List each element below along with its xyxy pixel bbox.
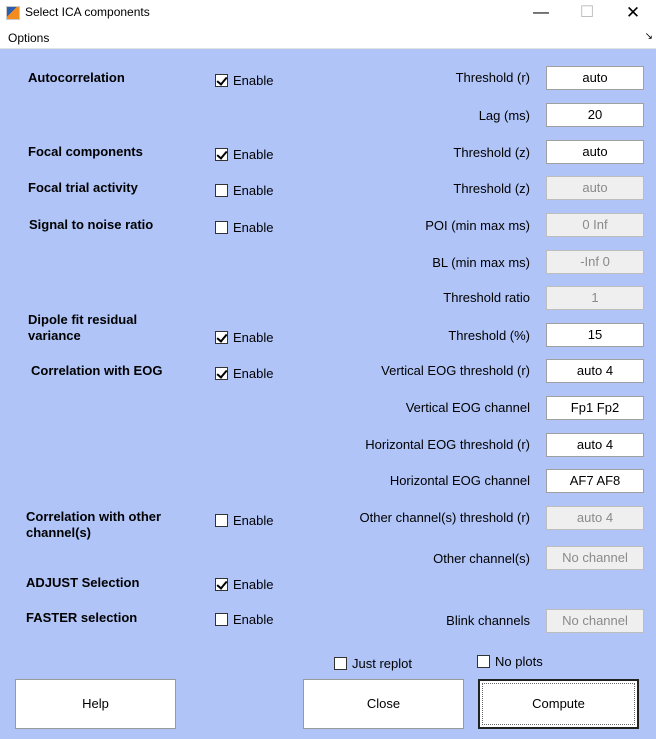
other-channels-field-label: Other channel(s) (433, 551, 530, 566)
menu-options[interactable]: Options (8, 31, 50, 45)
compute-button[interactable]: Compute (478, 679, 639, 729)
checkbox-box (215, 613, 228, 626)
focal-components-label: Focal components (28, 144, 143, 159)
snr-ratio-input[interactable]: 1 (546, 286, 644, 310)
checkbox-label: Enable (233, 577, 274, 592)
checkbox-label: Enable (233, 612, 274, 627)
autocorrelation-lag-input[interactable]: 20 (546, 103, 644, 127)
snr-poi-input[interactable]: 0 Inf (546, 213, 644, 237)
checkbox-box (215, 578, 228, 591)
heog-threshold-label: Horizontal EOG threshold (r) (365, 437, 530, 452)
veog-channel-label: Vertical EOG channel (405, 400, 530, 415)
checkbox-label: Enable (233, 73, 274, 88)
focal-trial-activity-label: Focal trial activity (28, 180, 138, 195)
checkbox-label: Enable (233, 183, 274, 198)
snr-label: Signal to noise ratio (29, 217, 154, 232)
just-replot-checkbox[interactable] (334, 656, 412, 672)
dipole-label: Dipole fit residual variance (28, 312, 138, 343)
adjust-label: ADJUST Selection (26, 575, 140, 590)
snr-bl-input[interactable]: -Inf 0 (546, 250, 644, 274)
checkbox-label: Enable (233, 330, 274, 345)
focal-trial-activity-enable-checkbox[interactable] (215, 183, 273, 199)
menu-bar (0, 27, 656, 49)
other-threshold-label: Other channel(s) threshold (r) (359, 510, 530, 525)
adjust-enable-checkbox[interactable] (215, 577, 273, 593)
heog-channel-label: Horizontal EOG channel (389, 473, 530, 488)
checkbox-box (215, 74, 228, 87)
checkbox-label: Enable (233, 366, 274, 381)
autocorrelation-lag-label: Lag (ms) (478, 108, 530, 123)
checkbox-box (477, 655, 490, 668)
snr-bl-label: BL (min max ms) (432, 255, 530, 270)
eog-label: Correlation with EOG (31, 363, 163, 378)
help-button[interactable]: Help (15, 679, 176, 729)
close-button[interactable]: Close (303, 679, 464, 729)
checkbox-label: Enable (233, 147, 274, 162)
focal-trial-threshold-input[interactable]: auto (546, 176, 644, 200)
focal-threshold-input[interactable]: auto (546, 140, 644, 164)
checkbox-box (215, 221, 228, 234)
focal-threshold-label: Threshold (z) (453, 145, 530, 160)
other-channels-enable-checkbox[interactable] (215, 513, 273, 529)
checkbox-box (215, 184, 228, 197)
checkbox-box (334, 657, 347, 670)
other-channels-label: Correlation with other channel(s) (26, 509, 162, 540)
checkbox-label: No plots (495, 654, 543, 669)
window-title: Select ICA components (25, 5, 150, 19)
checkbox-label: Just replot (352, 656, 412, 671)
no-plots-checkbox[interactable] (477, 654, 543, 670)
veog-threshold-input[interactable]: auto 4 (546, 359, 644, 383)
other-channels-input[interactable]: No channel (546, 546, 644, 570)
veog-threshold-label: Vertical EOG threshold (r) (381, 363, 530, 378)
checkbox-box (215, 514, 228, 527)
autocorrelation-enable-checkbox[interactable] (215, 73, 273, 89)
snr-ratio-label: Threshold ratio (443, 290, 530, 305)
snr-enable-checkbox[interactable] (215, 220, 273, 236)
dipole-threshold-label: Threshold (%) (448, 328, 530, 343)
close-window-button[interactable]: ✕ (625, 3, 641, 22)
heog-threshold-input[interactable]: auto 4 (546, 433, 644, 457)
focal-components-enable-checkbox[interactable] (215, 147, 273, 163)
checkbox-box (215, 367, 228, 380)
autocorrelation-threshold-input[interactable]: auto (546, 66, 644, 90)
checkbox-label: Enable (233, 513, 274, 528)
faster-label: FASTER selection (26, 610, 138, 625)
eog-enable-checkbox[interactable] (215, 366, 273, 382)
autocorrelation-threshold-label: Threshold (r) (455, 70, 530, 85)
blink-channels-input[interactable]: No channel (546, 609, 644, 633)
veog-channel-input[interactable]: Fp1 Fp2 (546, 396, 644, 420)
maximize-button[interactable]: ☐ (579, 4, 595, 21)
focal-trial-threshold-label: Threshold (z) (453, 181, 530, 196)
checkbox-box (215, 331, 228, 344)
minimize-button[interactable]: — (533, 4, 549, 21)
snr-poi-label: POI (min max ms) (425, 218, 530, 233)
checkbox-label: Enable (233, 220, 274, 235)
other-threshold-input[interactable]: auto 4 (546, 506, 644, 530)
checkbox-box (215, 148, 228, 161)
blink-channels-label: Blink channels (446, 613, 530, 628)
dipole-enable-checkbox[interactable] (215, 330, 273, 346)
heog-channel-input[interactable]: AF7 AF8 (546, 469, 644, 493)
title-bar (0, 0, 656, 27)
autocorrelation-label: Autocorrelation (28, 70, 125, 85)
matlab-app-icon (6, 6, 20, 20)
dock-arrow-icon[interactable]: ↘ (644, 31, 653, 42)
dipole-threshold-input[interactable]: 15 (546, 323, 644, 347)
faster-enable-checkbox[interactable] (215, 612, 273, 628)
